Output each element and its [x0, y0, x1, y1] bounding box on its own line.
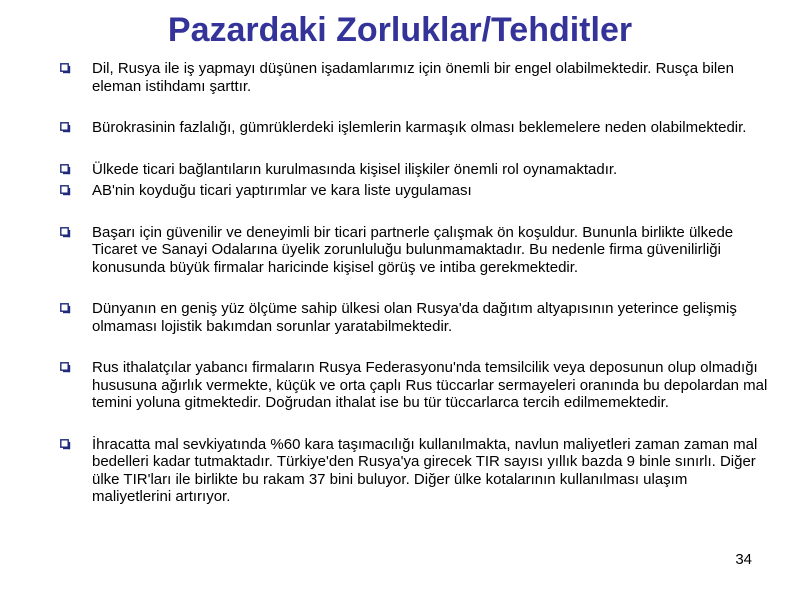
- square-bullet-icon: [60, 164, 71, 175]
- square-bullet-icon: [60, 439, 71, 450]
- list-item: [60, 359, 770, 412]
- bullet-text: Dünyanın en geniş yüz ölçüme sahip ülkesi olan Rusya'da dağıtım altyapısının yeterince gelişmiş olmaması lojistik bakımdan sorunlar yaratabilmektedir.: [92, 300, 737, 335]
- square-bullet-icon: [60, 227, 71, 238]
- list-item: [60, 119, 770, 137]
- square-bullet-icon: [60, 362, 71, 373]
- square-bullet-icon: [60, 303, 71, 314]
- list-item: [60, 224, 770, 277]
- square-bullet-icon: [60, 63, 71, 74]
- list-item: [60, 436, 770, 506]
- square-bullet-icon: [60, 185, 71, 196]
- bullet-text: Bürokrasinin fazlalığı, gümrüklerdeki işlemlerin karmaşık olması beklemelere neden olabilmektedir.: [92, 119, 747, 136]
- bullet-text: Rus ithalatçılar yabancı firmaların Rusya Federasyonu'nda temsilcilik veya deposunun olup olmadığı hususuna ağırlık vermekte, küçük ve orta çaplı Rus tüccarlar sermayeleri oranında bu depolardan mal temini yoluna gitmektedir. Doğrudan ithalat ise bu tür tüccarlarca tercih edilmemektedir.: [92, 359, 768, 411]
- bullet-text: İhracatta mal sevkiyatında %60 kara taşımacılığı kullanılmakta, navlun maliyetleri zaman zaman mal bedelleri kadar tutmaktadır. Türkiye'den Rusya'ya girecek TIR sayısı yıllık bazda 9 binle sınırlı. Diğer ülke TIR'ları ile birlikte bu rakam 37 bini buluyor. Diğer ülke kotalarının kullanılması ulaşım maliyetlerini artırıyor.: [92, 435, 758, 505]
- bullet-text: Başarı için güvenilir ve deneyimli bir ticari partnerle çalışmak ön koşuldur. Bununla birlikte ülkede Ticaret ve Sanayi Odalarına üyelik zorunluluğu bulunmamaktadır. Bu nedenle firma güvenilirliği konusunda büyük firmalar haricinde kişisel görüş ve intiba gerekmektedir.: [92, 223, 734, 276]
- bullet-text: Ülkede ticari bağlantıların kurulmasında kişisel ilişkiler önemli rol oynamaktadır.: [92, 160, 618, 178]
- bullet-list: [60, 60, 770, 506]
- bullet-text: AB'nin koyduğu ticari yaptırımlar ve kara liste uygulaması: [92, 182, 472, 199]
- list-item: [60, 182, 770, 200]
- list-item: [60, 60, 770, 95]
- list-item: [60, 161, 770, 179]
- page-number: 34: [735, 551, 752, 568]
- square-bullet-icon: [60, 122, 71, 133]
- list-item: [60, 300, 770, 335]
- slide-title: Pazardaki Zorluklar/Tehditler: [167, 11, 633, 49]
- bullet-text: Dil, Rusya ile iş yapmayı düşünen işadamlarımız için önemli bir engel olabilmektedir. Rusça bilen eleman istihdamı şarttır.: [92, 60, 734, 95]
